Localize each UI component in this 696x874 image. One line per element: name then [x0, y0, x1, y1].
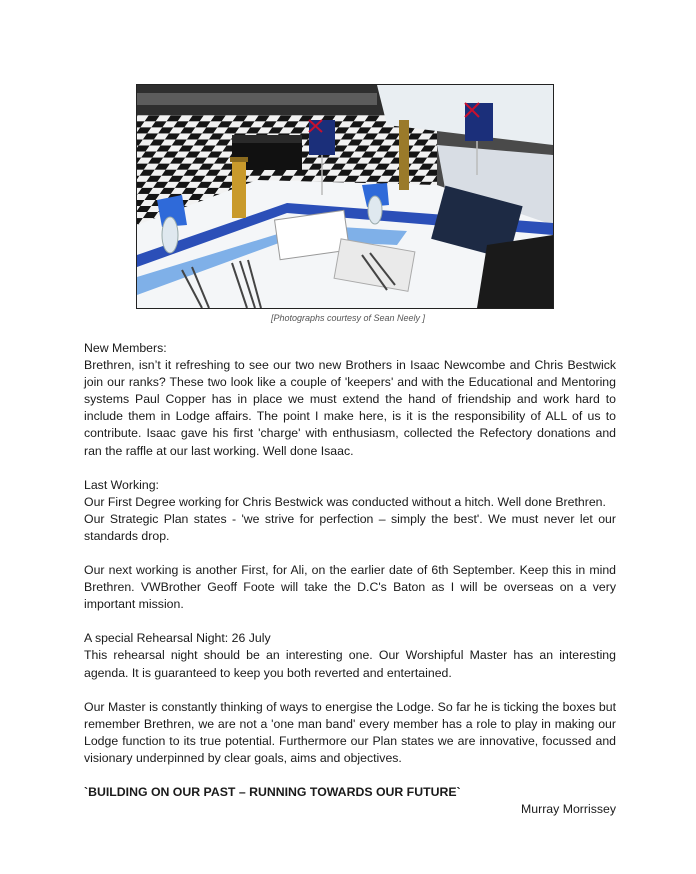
new-members-heading: New Members: [84, 341, 167, 355]
new-members-paragraph: Brethren, isn’t it refreshing to see our two new Brothers in Isaac Newcombe and Chris Bestwick join our ranks? These two look like a couple of 'keepers' and with the Educational and Mentoring systems Paul Copper has in place we must extend the hand of friendship and work hard to include them in Lodge affairs. The point I make here, is it is the responsibility of ALL of us to contribute. Isaac gave his first 'charge' with enthusiasm, collected the Refectory donations and ran the raffle at our last working. Well done Isaac. [84, 358, 616, 458]
newsletter-body [84, 340, 616, 818]
last-working-heading: Last Working: [84, 477, 159, 492]
rehearsal-paragraph: This rehearsal night should be an interesting one. Our Worshipful Master has an interesting agenda. It is guaranteed to keep you both reverted and entertained. [84, 648, 616, 680]
master-paragraph: Our Master is constantly thinking of ways to energise the Lodge. So far he is ticking the boxes but remember Brethren, we are not a 'one man band' every member has a role to play in making our Lodge function to its true potential. Furthermore our Plan states we are innovative, focussed and visionary underpinned by clear goals, aims and objectives. [84, 699, 616, 765]
photo-caption: [Photographs courtesy of Sean Neely ] [270, 313, 426, 323]
last-working-paragraph-2: Our Strategic Plan states - 'we strive for perfection – simply the best'. We must never let our standards drop. [84, 511, 616, 543]
motto: `BUILDING ON OUR PAST – RUNNING TOWARDS OUR FUTURE` [84, 784, 461, 799]
next-working-paragraph: Our next working is another First, for Ali, on the earlier date of 6th September. Keep this in mind Brethren. VWBrother Geoff Foote will take the D.C's Baton as I will be overseas on a very important mission. [84, 563, 616, 612]
signature: Murray Morrissey [521, 802, 616, 817]
rehearsal-heading: A special Rehearsal Night: 26 July [84, 631, 271, 646]
last-working-paragraph-1: Our First Degree working for Chris Bestwick was conducted without a hitch. Well done Brethren. [84, 494, 606, 509]
lodge-table-photo [136, 84, 554, 309]
